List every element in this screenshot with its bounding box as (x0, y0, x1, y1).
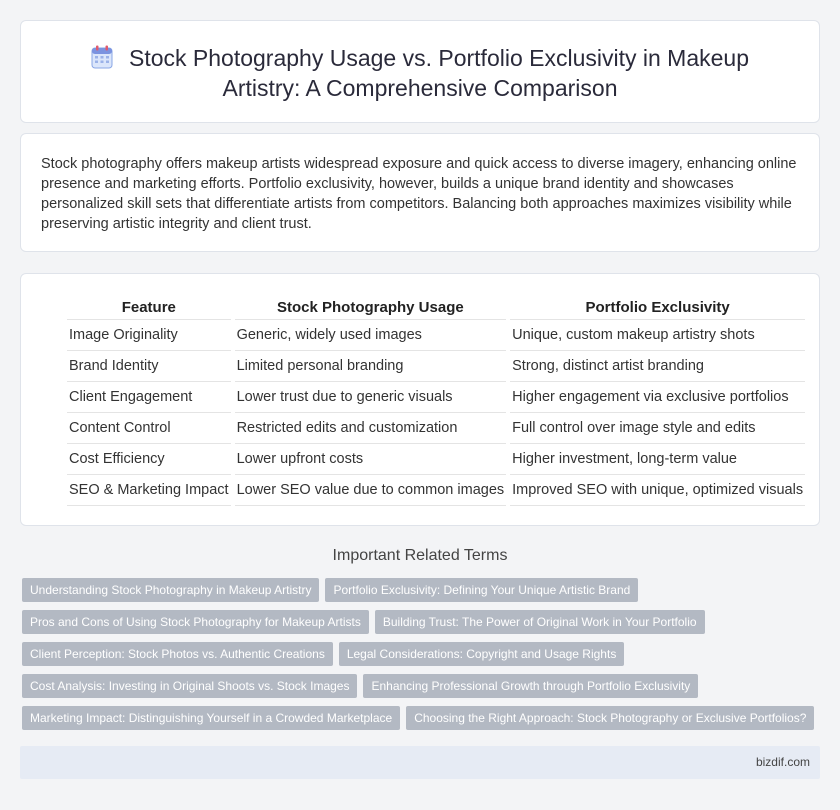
tag-row (22, 706, 822, 730)
cell-portfolio: Full control over image style and edits (510, 413, 805, 444)
related-term-tag[interactable]: Pros and Cons of Using Stock Photography for Makeup Artists (22, 610, 369, 634)
cell-portfolio: Unique, custom makeup artistry shots (510, 320, 805, 351)
table-row (67, 351, 805, 382)
tag-row (22, 674, 822, 698)
cell-feature: Brand Identity (67, 351, 231, 382)
cell-stock: Lower upfront costs (235, 444, 507, 475)
table-row (67, 475, 805, 506)
related-term-tag[interactable]: Legal Considerations: Copyright and Usage Rights (339, 642, 625, 666)
table-row (67, 382, 805, 413)
header-portfolio: Portfolio Exclusivity (510, 296, 805, 320)
tag-row (22, 642, 822, 666)
page-title-wrap (21, 43, 819, 103)
table-row (67, 320, 805, 351)
cell-feature: Cost Efficiency (67, 444, 231, 475)
tag-row (22, 610, 822, 634)
cell-stock: Limited personal branding (235, 351, 507, 382)
intro-paragraph: Stock photography offers makeup artists widespread exposure and quick access to diverse imagery, enhancing online presence and marketing efforts. Portfolio exclusivity, however, builds a unique brand identity and showcases personalized skill sets that differentiate artists from competitors. Balancing both approaches maximizes visibility while preserving artistic integrity and client trust. (41, 156, 797, 232)
tag-row (22, 578, 822, 602)
calendar-icon (91, 45, 113, 69)
related-term-tag[interactable]: Choosing the Right Approach: Stock Photography or Exclusive Portfolios? (406, 706, 814, 730)
cell-stock: Lower SEO value due to common images (235, 475, 507, 506)
related-term-tag[interactable]: Portfolio Exclusivity: Defining Your Unique Artistic Brand (325, 578, 638, 602)
cell-stock: Lower trust due to generic visuals (235, 382, 507, 413)
cell-feature: Client Engagement (67, 382, 231, 413)
related-terms-title: Important Related Terms (332, 547, 508, 564)
table-row (67, 444, 805, 475)
comparison-table (63, 296, 809, 506)
cell-portfolio: Improved SEO with unique, optimized visuals (510, 475, 805, 506)
table-row (67, 413, 805, 444)
related-term-tag[interactable]: Cost Analysis: Investing in Original Shoots vs. Stock Images (22, 674, 357, 698)
cell-portfolio: Higher investment, long-term value (510, 444, 805, 475)
comparison-card (20, 273, 820, 526)
related-term-tag[interactable]: Building Trust: The Power of Original Work in Your Portfolio (375, 610, 705, 634)
header-feature: Feature (67, 296, 231, 320)
title-card (20, 20, 820, 123)
intro-card (20, 133, 820, 252)
cell-feature: Content Control (67, 413, 231, 444)
cell-stock: Generic, widely used images (235, 320, 507, 351)
header-stock: Stock Photography Usage (235, 296, 507, 320)
related-term-tag[interactable]: Understanding Stock Photography in Makeup Artistry (22, 578, 319, 602)
cell-stock: Restricted edits and customization (235, 413, 507, 444)
cell-feature: Image Originality (67, 320, 231, 351)
cell-feature: SEO & Marketing Impact (67, 475, 231, 506)
related-term-tag[interactable]: Enhancing Professional Growth through Portfolio Exclusivity (363, 674, 698, 698)
table-header-row (67, 296, 805, 320)
related-term-tag[interactable]: Client Perception: Stock Photos vs. Authentic Creations (22, 642, 333, 666)
cell-portfolio: Higher engagement via exclusive portfolios (510, 382, 805, 413)
footer-bar (20, 746, 820, 779)
cell-portfolio: Strong, distinct artist branding (510, 351, 805, 382)
related-terms-list (22, 578, 822, 738)
related-term-tag[interactable]: Marketing Impact: Distinguishing Yourself in a Crowded Marketplace (22, 706, 400, 730)
page-title: Stock Photography Usage vs. Portfolio Exclusivity in Makeup Artistry: A Comprehensive Comparison (128, 45, 749, 101)
footer-site-link[interactable]: bizdif.com (755, 755, 810, 769)
